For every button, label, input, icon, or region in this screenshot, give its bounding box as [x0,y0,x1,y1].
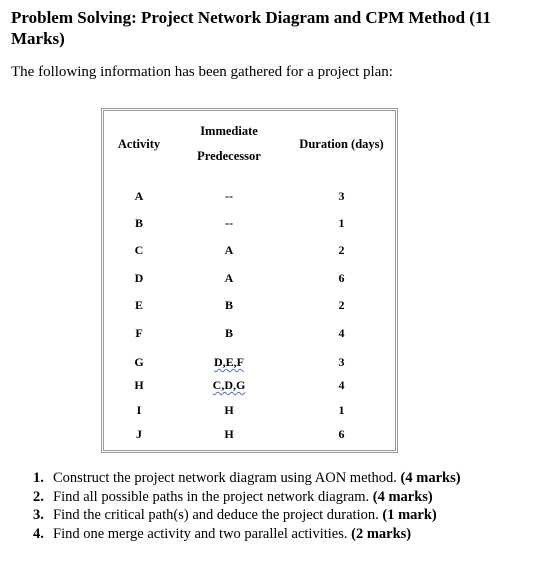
question-marks: (2 marks) [351,525,412,542]
cell-predecessor: -- [225,189,233,203]
cell-duration: 2 [338,298,345,312]
question-marks: (1 mark) [382,507,437,523]
cell-predecessor: B [224,326,233,340]
page-title: Problem Solving: Project Network Diagram and CPM Method (11 Marks) [11,8,492,48]
cell-duration: 1 [338,403,345,417]
cell-predecessor: H [224,427,234,441]
cell-activity: J [136,427,142,441]
question-item [33,469,533,488]
question-text: Construct the project network diagram using AON method. [53,470,397,486]
cell-duration: 3 [338,189,345,203]
cell-duration: 1 [338,216,345,230]
cell-duration: 6 [338,427,345,441]
cell-predecessor: A [224,243,234,257]
intro-text: The following information has been gathered for a project plan: [11,64,393,80]
question-item [33,506,533,525]
question-marks: (4 marks) [372,488,433,505]
question-marks: (4 marks) [400,470,461,486]
header-predecessor-line2: Predecessor [197,149,261,163]
question-number: 3. [33,507,44,523]
cell-activity: E [134,298,143,312]
header-activity: Activity [117,137,161,151]
cell-activity: C [134,243,144,257]
header-predecessor-line1: Immediate [200,124,258,138]
header-duration: Duration (days) [299,137,384,151]
cell-predecessor: B [224,298,233,312]
cell-predecessor: D,E,F [214,355,244,369]
question-text: Find all possible paths in the project network diagram. [53,488,370,505]
cell-duration: 4 [338,326,345,340]
cell-activity: D [134,271,144,285]
cell-activity: B [134,216,143,230]
cell-predecessor: -- [225,216,233,230]
question-item [33,525,533,544]
question-text: Find the critical path(s) and deduce the project duration. [53,507,379,523]
cell-predecessor: C,D,G [212,378,246,392]
cell-activity: I [136,403,142,417]
cell-duration: 2 [338,243,345,257]
cell-activity: H [134,378,144,392]
cell-predecessor: H [224,403,234,417]
cell-activity: A [134,189,144,203]
question-text: Find one merge activity and two parallel activities. [53,525,348,542]
question-number: 4. [33,525,44,542]
activity-table [101,108,398,453]
question-number: 2. [33,488,44,505]
cell-duration: 3 [338,355,345,369]
cell-activity: G [134,355,144,369]
cell-duration: 4 [338,378,345,392]
question-item [33,488,533,507]
question-list [33,469,533,543]
question-number: 1. [33,470,44,486]
cell-activity: F [135,326,143,340]
cell-predecessor: A [224,271,234,285]
cell-duration: 6 [338,271,345,285]
